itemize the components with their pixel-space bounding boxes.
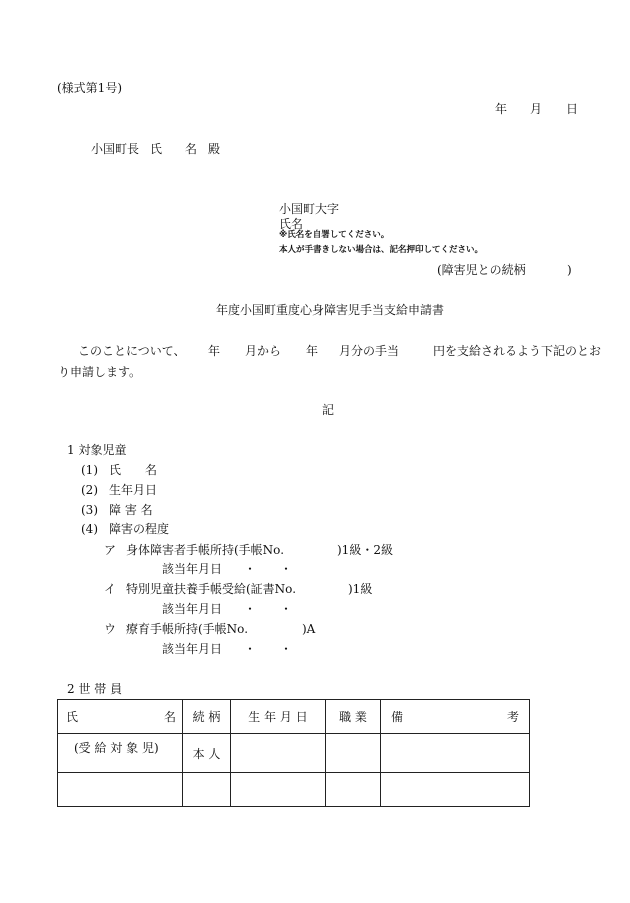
sub-item-i-letter: イ — [104, 582, 117, 596]
section2-heading: 2 世 帯 員 — [67, 682, 123, 696]
sub-item-a-date-label: 該当年月日 — [162, 562, 223, 576]
sub-item-a-letter: ア — [104, 543, 117, 557]
addressee-mei: 名 — [185, 142, 198, 156]
addressee-title: 小国町長 — [91, 142, 140, 156]
item-2-label: 生年月日 — [109, 483, 158, 497]
sub-item-u-text: 療育手帳所持(手帳No. — [126, 622, 249, 636]
body-text-seg-4: 月分の手当 — [339, 344, 400, 358]
row1-birthdate-cell[interactable] — [231, 734, 326, 773]
item-3-num: (3) — [81, 503, 98, 517]
relation-close: ) — [567, 263, 572, 277]
col-occupation-header: 職 業 — [326, 700, 381, 734]
sub-item-i-date-label: 該当年月日 — [162, 602, 223, 616]
applicant-note-seal: 本人が手書きしない場合は、記名押印してください。 — [279, 245, 484, 255]
col-remarks-header — [381, 700, 530, 734]
row2-birthdate-cell[interactable] — [231, 773, 326, 807]
body-text-line2: り申請します。 — [58, 365, 142, 379]
item-2-num: (2) — [81, 483, 98, 497]
row1-name: (受 給 対 象 児) — [74, 741, 159, 755]
sub-item-a-suffix: )1級・2級 — [337, 543, 393, 557]
sub-item-a-dot-1: ・ — [244, 562, 257, 576]
applicant-note-signature: ※氏名を自署してください。 — [279, 230, 390, 240]
sub-item-u-date-label: 該当年月日 — [162, 642, 223, 656]
body-text-seg-0: このことについて、 — [78, 344, 186, 358]
sub-item-u-dot-2: ・ — [280, 642, 293, 656]
col-remarks-header-b: 考 — [506, 710, 519, 724]
col-relation-header: 続 柄 — [183, 700, 231, 734]
table-row — [58, 773, 530, 807]
table-header-row — [58, 700, 530, 734]
row1-remarks-cell[interactable] — [381, 734, 530, 773]
date-day-label: 日 — [566, 102, 579, 116]
ki-heading: 記 — [322, 403, 335, 417]
row2-remarks-cell[interactable] — [381, 773, 530, 807]
sub-item-i-suffix: )1級 — [348, 582, 373, 596]
addressee-dono: 殿 — [208, 142, 221, 156]
body-text-seg-1: 年 — [208, 344, 221, 358]
section1-heading: 1 対象児童 — [67, 443, 127, 457]
form-number: (様式第1号) — [57, 81, 122, 95]
col-birthdate-header: 生 年 月 日 — [231, 700, 326, 734]
sub-item-i-dot-1: ・ — [244, 602, 257, 616]
sub-item-u-dot-1: ・ — [244, 642, 257, 656]
sub-item-i-text: 特別児童扶養手帳受給(証書No. — [126, 582, 297, 596]
date-month-label: 月 — [530, 102, 543, 116]
row1-relation-cell[interactable] — [183, 734, 231, 773]
row2-relation-cell[interactable] — [183, 773, 231, 807]
item-1-label-a: 氏 — [109, 463, 122, 477]
addressee-shi: 氏 — [150, 142, 163, 156]
row2-name-cell[interactable] — [58, 773, 183, 807]
applicant-address-label: 小国町大字 — [279, 202, 340, 216]
item-4-num: (4) — [81, 522, 98, 536]
row1-relation: 本 人 — [192, 746, 221, 761]
date-year-label: 年 — [495, 102, 508, 116]
sub-item-u-letter: ウ — [104, 622, 117, 636]
item-1-num: (1) — [81, 463, 98, 477]
table-row — [58, 734, 530, 773]
sub-item-i-dot-2: ・ — [280, 602, 293, 616]
item-1-label-b: 名 — [145, 463, 158, 477]
body-text-seg-2: 月から — [245, 344, 282, 358]
document-title: 年度小国町重度心身障害児手当支給申請書 — [216, 303, 445, 317]
col-name-header — [58, 700, 183, 734]
body-text-seg-5: 円を支給されるよう下記のとお — [433, 344, 602, 358]
col-name-header-b: 名 — [163, 710, 176, 724]
col-name-header-a: 氏 — [66, 710, 79, 724]
row1-occupation-cell[interactable] — [326, 734, 381, 773]
sub-item-a-dot-2: ・ — [280, 562, 293, 576]
sub-item-a-text: 身体障害者手帳所持(手帳No. — [126, 543, 285, 557]
col-remarks-header-a: 備 — [391, 710, 404, 724]
body-text-seg-3: 年 — [306, 344, 319, 358]
row2-occupation-cell[interactable] — [326, 773, 381, 807]
row1-name-cell[interactable] — [58, 734, 183, 773]
item-3-label: 障 害 名 — [109, 503, 153, 517]
applicant-name-label: 氏名 — [279, 217, 304, 231]
sub-item-u-suffix: )A — [302, 622, 316, 636]
household-members-table — [57, 699, 530, 807]
item-4-label: 障害の程度 — [109, 522, 170, 536]
relation-open: (障害児との続柄 — [437, 263, 526, 277]
